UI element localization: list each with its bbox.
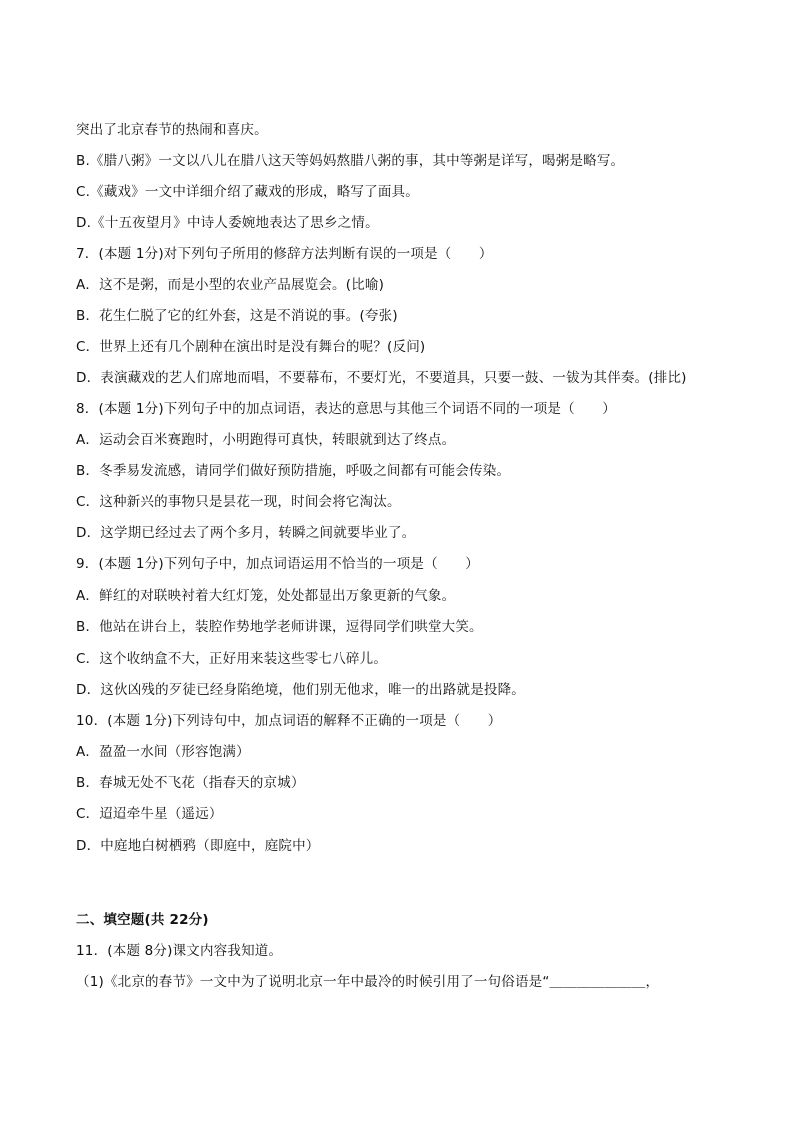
q8-option-b: B．冬季易发流感，请同学们做好预防措施，呼吸之间都有可能会传染。 [76,463,511,479]
q10-option-a: A．盈盈一水间（形容饱满） [76,744,250,760]
q7-option-c: C．世界上还有几个剧种在演出时是没有舞台的呢？(反问) [76,339,426,355]
q10-option-d: D．中庭地白树栖鸦（即庭中，庭院中） [76,838,320,854]
q7-option-a: A．这不是粥，而是小型的农业产品展览会。(比喻) [76,277,385,293]
text-line: 突出了北京春节的热闹和喜庆。 [76,122,268,138]
question-11: 11．(本题 8分)课文内容我知道。 [76,943,283,959]
q9-option-b: B．他站在讲台上，装腔作势地学老师讲课，逗得同学们哄堂大笑。 [76,619,483,635]
question-9: 9．(本题 1分)下列句子中，加点词语运用不恰当的一项是（ ） [76,556,479,572]
section-title: 二、填空题(共 22分) [76,912,209,928]
option-c-line: C.《藏戏》一文中详细介绍了藏戏的形成，略写了面具。 [76,184,419,200]
question-10: 10．(本题 1分)下列诗句中，加点词语的解释不正确的一项是（ ） [76,713,502,729]
option-b-line: B.《腊八粥》一文以八儿在腊八这天等妈妈熬腊八粥的事，其中等粥是详写，喝粥是略写。 [76,153,625,169]
question-7: 7．(本题 1分)对下列句子所用的修辞方法判断有误的一项是（ ） [76,246,493,262]
q8-option-a: A．运动会百米赛跑时，小明跑得可真快，转眼就到达了终点。 [76,432,456,448]
option-d-line: D.《十五夜望月》中诗人委婉地表达了思乡之情。 [76,215,379,231]
q10-option-b: B．春城无处不飞花（指春天的京城） [76,775,305,791]
q9-option-c: C．这个收纳盒不大，正好用来装这些零七八碎儿。 [76,651,388,667]
q10-option-c: C．迢迢牵牛星（遥远） [76,806,223,822]
q7-option-d: D．表演藏戏的艺人们席地而唱，不要幕布，不要灯光，不要道具，只要一鼓、一钹为其伴奏。(排比) [76,370,687,386]
q9-option-a: A．鲜红的对联映衬着大红灯笼，处处都显出万象更新的气象。 [76,588,456,604]
question-8: 8．(本题 1分)下列句子中的加点词语，表达的意思与其他三个词语不同的一项是（ ） [76,401,616,417]
q7-option-b: B．花生仁脱了它的红外套，这是不消说的事。(夸张) [76,308,398,324]
q8-option-c: C．这种新兴的事物只是昙花一现，时间会将它淘汰。 [76,494,401,510]
q11-sub-1: （1)《北京的春节》一文中为了说明北京一年中最冷的时候引用了一句俗语是“＿＿＿＿＿＿＿， [76,974,660,990]
q9-option-d: D．这伙凶残的歹徒已经身陷绝境，他们别无他求，唯一的出路就是投降。 [76,682,525,698]
q8-option-d: D．这学期已经过去了两个多月，转瞬之间就要毕业了。 [76,525,416,541]
